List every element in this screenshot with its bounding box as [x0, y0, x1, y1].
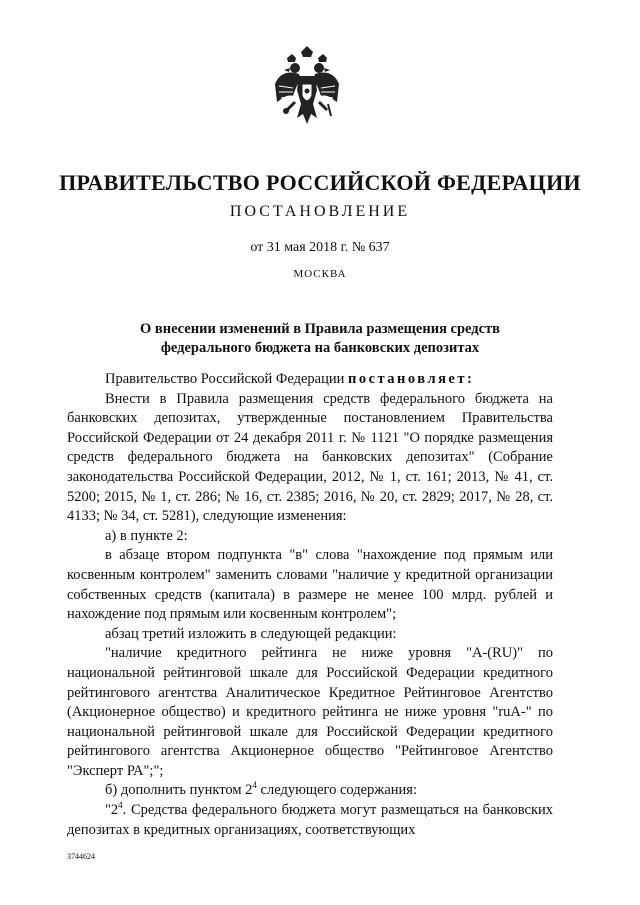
subject-line-2: федерального бюджета на банковских депозитах [160, 340, 480, 356]
document-body [67, 370, 553, 840]
paragraph-amendments: Внести в Правила размещения средств федерального бюджета на банковских депозитах, утвержденные постановлением Правительства Российской Федерации от 24 декабря 2011 г. № 1121 "О порядке размещения средств федерального бюджета на банковских депозитах" (Собрание законодательства Российской Федерации, 2012, № 1, ст. 161; 2013, № 41, ст. 5200; 2015, № 1, ст. 286; № 16, ст. 2385; 2016, № 20, ст. 2829; 2017, № 28, ст. 4133; № 34, ст. 5281), следующие изменения: [67, 390, 553, 525]
paragraph-third-abzats: абзац третий изложить в следующей редакции: [105, 625, 397, 642]
intro-lead: Правительство Российской Федерации [105, 371, 345, 387]
paragraph-clause-2-4 [67, 801, 553, 840]
clause-text: . Средства федерального бюджета могут размещаться на банковских депозитах в кредитных организациях, соответствующих [67, 802, 553, 838]
russian-coat-of-arms-icon [273, 44, 341, 134]
document-subject [60, 320, 580, 358]
document-code: 3744624 [67, 852, 95, 861]
paragraph-subitem-v: в абзаце втором подпункта "в" слова "нахождение под прямым или косвенным контролем" заменить словами "наличие у кредитной организации собственных средств (капитала) в размере не менее 100 млрд. рублей и нахождение под прямым или косвенным контролем"; [67, 547, 553, 623]
item-b-superscript: 4 [252, 780, 257, 791]
document-type: ПОСТАНОВЛЕНИЕ [229, 203, 411, 220]
resolution-intro [67, 370, 553, 390]
clause-superscript: 4 [118, 800, 123, 811]
clause-quote: "2 [105, 802, 119, 819]
paragraph-item-a: а) в пункте 2: [105, 527, 188, 544]
intro-resolves: постановляет: [347, 371, 475, 387]
document-city: МОСКВА [293, 268, 347, 280]
paragraph-item-b [67, 781, 553, 801]
document-date-number: от 31 мая 2018 г. № 637 [250, 240, 390, 255]
subject-line-1: О внесении изменений в Правила размещения средств [139, 321, 501, 337]
item-b-before: б) дополнить пунктом 2 [105, 782, 253, 799]
paragraph-rating-quote: "наличие кредитного рейтинга не ниже уровня "A-(RU)" по национальной рейтинговой шкале для Российской Федерации кредитного рейтингового агентства Аналитическое Кредитное Рейтинговое Агентство (Акционерное общество) и кредитного рейтинга не ниже уровня "ruA-" по национальной рейтинговой шкале для Российской Федерации кредитного рейтингового агентства Акционерное общество "Рейтинговое Агентство "Эксперт РА";"; [67, 645, 553, 779]
item-b-after: следующего содержания: [256, 782, 417, 799]
government-title: ПРАВИТЕЛЬСТВО РОССИЙСКОЙ ФЕДЕРАЦИИ [59, 170, 581, 195]
